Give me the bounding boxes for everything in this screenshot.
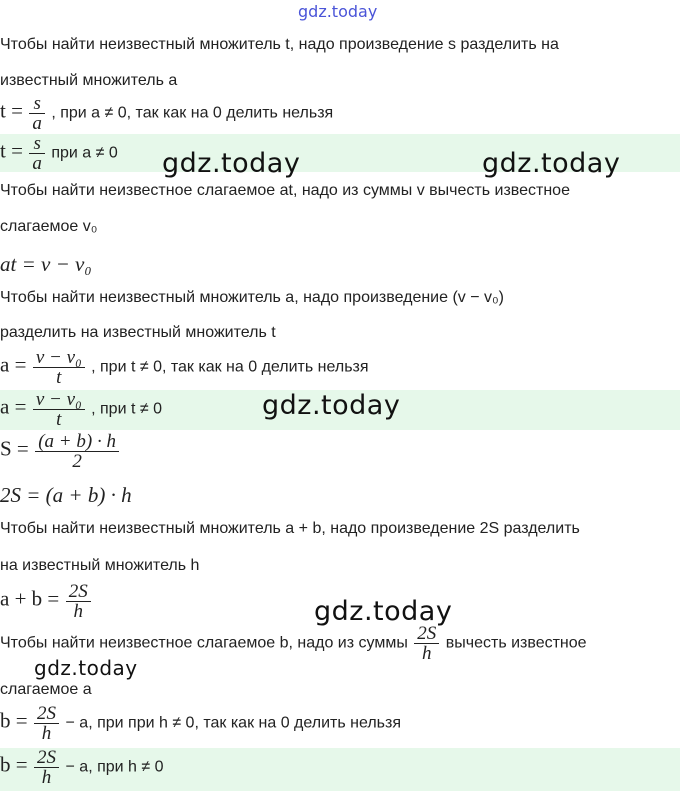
text-line: разделить на известный множитель t bbox=[0, 324, 276, 341]
denominator: h bbox=[34, 767, 59, 787]
numerator: s bbox=[33, 133, 41, 154]
header-watermark: gdz.today bbox=[298, 2, 378, 21]
formula-lhs: b = bbox=[0, 752, 28, 777]
fraction bbox=[66, 582, 91, 621]
formula-lhs: b = bbox=[0, 708, 28, 733]
denominator: a bbox=[29, 113, 45, 133]
fraction bbox=[29, 94, 45, 133]
fraction bbox=[29, 134, 45, 173]
fraction bbox=[34, 704, 59, 743]
fraction bbox=[34, 748, 59, 787]
text-line: известный множитель a bbox=[0, 72, 178, 89]
formula-lhs: t = bbox=[0, 98, 23, 123]
formula-line bbox=[0, 348, 680, 387]
denominator: a bbox=[29, 153, 45, 173]
formula-note: , при t ≠ 0 bbox=[91, 400, 162, 418]
text-line: на известный множитель h bbox=[0, 557, 200, 574]
watermark: gdz.today bbox=[162, 148, 301, 179]
denominator: h bbox=[66, 601, 91, 621]
formula-lhs: a + b = bbox=[0, 586, 60, 611]
numerator: 2S bbox=[417, 623, 437, 644]
numerator: v − v₀ bbox=[35, 347, 82, 368]
formula-note: при a ≠ 0 bbox=[51, 144, 118, 162]
watermark: gdz.today bbox=[262, 390, 401, 421]
numerator: (a + b) · h bbox=[38, 431, 116, 452]
denominator: 2 bbox=[35, 451, 119, 471]
numerator: 2S bbox=[37, 703, 57, 724]
formula-note: − a, при при h ≠ 0, так как на 0 делить нельзя bbox=[65, 714, 401, 732]
numerator: 2S bbox=[37, 747, 57, 768]
text-line: Чтобы найти неизвестный множитель a + b, надо произведение 2S разделить bbox=[0, 520, 580, 537]
formula-lhs: a = bbox=[0, 394, 27, 419]
denominator: h bbox=[414, 643, 439, 663]
numerator: 2S bbox=[68, 581, 88, 602]
fraction bbox=[35, 432, 119, 471]
text-fragment: вычесть известное bbox=[445, 634, 587, 652]
formula-line-highlight bbox=[0, 748, 680, 787]
text-line: слагаемое a bbox=[0, 681, 92, 698]
numerator: s bbox=[33, 93, 41, 114]
formula-line bbox=[0, 704, 680, 743]
formula-lhs: t = bbox=[0, 138, 23, 163]
denominator: h bbox=[34, 723, 59, 743]
formula-lhs: a = bbox=[0, 352, 27, 377]
formula-note: − a, при h ≠ 0 bbox=[65, 758, 164, 776]
watermark: gdz.today bbox=[482, 148, 621, 179]
text-fragment: Чтобы найти неизвестное слагаемое b, надо из суммы bbox=[0, 634, 408, 652]
text-line: Чтобы найти неизвестный множитель a, надо произведение (v − v₀) bbox=[0, 289, 504, 306]
text-line: слагаемое v₀ bbox=[0, 218, 98, 235]
formula-note: , при a ≠ 0, так как на 0 делить нельзя bbox=[51, 104, 334, 122]
text-line: Чтобы найти неизвестный множитель t, надо произведение s разделить на bbox=[0, 36, 559, 53]
formula-line bbox=[0, 94, 680, 133]
denominator: t bbox=[33, 409, 85, 429]
watermark: gdz.today bbox=[314, 596, 453, 627]
formula-line bbox=[0, 432, 680, 471]
fraction bbox=[414, 624, 439, 663]
formula-lhs: S = bbox=[0, 436, 29, 461]
denominator: t bbox=[33, 367, 85, 387]
formula-note: , при t ≠ 0, так как на 0 делить нельзя bbox=[91, 358, 369, 376]
text-line: Чтобы найти неизвестное слагаемое at, надо из суммы v вычесть известное bbox=[0, 182, 570, 199]
formula-line: 2S = (a + b) · h bbox=[0, 483, 132, 507]
numerator: v − v₀ bbox=[35, 389, 82, 410]
formula-line: at = v − v₀ bbox=[0, 252, 92, 276]
watermark: gdz.today bbox=[34, 656, 138, 680]
fraction bbox=[33, 390, 85, 429]
fraction bbox=[33, 348, 85, 387]
